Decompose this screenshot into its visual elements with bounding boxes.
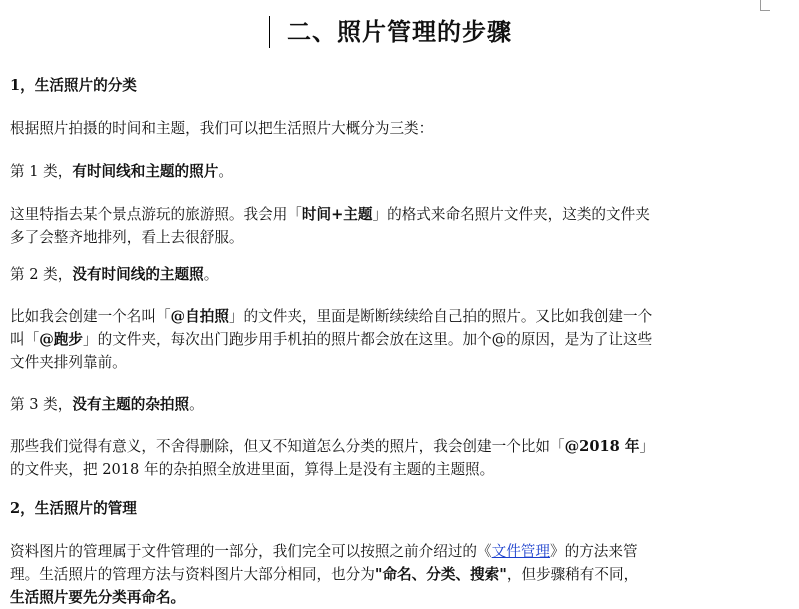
category-1-heading: [10, 160, 780, 183]
category-title: 有时间线和主题的照片: [72, 163, 219, 180]
paragraph-category-3: 那些我们觉得有意义，不舍得删除，但又不知道怎么分类的照片，我会创建一个比如「@2018 年」 的文件夹，把 2018 年的杂拍照全放进里面，算得上是没有主题的主题照。: [10, 438, 655, 478]
paragraph-intro: 根据照片拍摄的时间和主题，我们可以把生活照片大概分为三类：: [10, 120, 434, 137]
document-title: 二、照片管理的步骤: [287, 17, 512, 46]
category-3-heading: [10, 393, 780, 416]
category-title: 没有时间线的主题照: [72, 266, 204, 283]
paragraph-section-2: 资料图片的管理属于文件管理的一部分，我们完全可以按照之前介绍过的《文件管理》的方法来管 理。生活照片的管理方法与资料图片大部分相同，也分为"命名、分类、搜索"，但步骤稍有不同， 生活照片要先分类再命名。: [10, 543, 639, 606]
category-suffix: 。: [218, 163, 233, 180]
category-title: 没有主题的杂拍照: [72, 396, 190, 413]
category-prefix: 第 1 类，: [10, 163, 73, 180]
paragraph-category-2: 比如我会创建一个名叫「@自拍照」的文件夹，里面是断断续续给自己拍的照片。又比如我创建一个 叫「@跑步」的文件夹，每次出门跑步用手机拍的照片都会放在这里。加个@的原因，是为了让这些 文件夹排列靠前。: [10, 308, 653, 371]
category-2-heading: [10, 263, 780, 286]
category-suffix: 。: [203, 266, 219, 283]
page-corner-mark: [760, 0, 761, 10]
paragraph-category-1: 这里特指去某个景点游玩的旅游照。我会用「时间+主题」的格式来命名照片文件夹，这类的文件夹 多了会整齐地排列，看上去很舒服。: [10, 206, 650, 246]
section-heading: 1，生活照片的分类: [10, 77, 137, 94]
category-prefix: 第 2 类，: [10, 266, 73, 283]
section-heading: 2，生活照片的管理: [10, 500, 137, 517]
text-cursor: [269, 16, 270, 48]
document-link[interactable]: 文件管理: [491, 543, 550, 560]
category-prefix: 第 3 类，: [10, 396, 73, 413]
page-corner-mark: [760, 10, 770, 11]
category-suffix: 。: [189, 396, 204, 413]
